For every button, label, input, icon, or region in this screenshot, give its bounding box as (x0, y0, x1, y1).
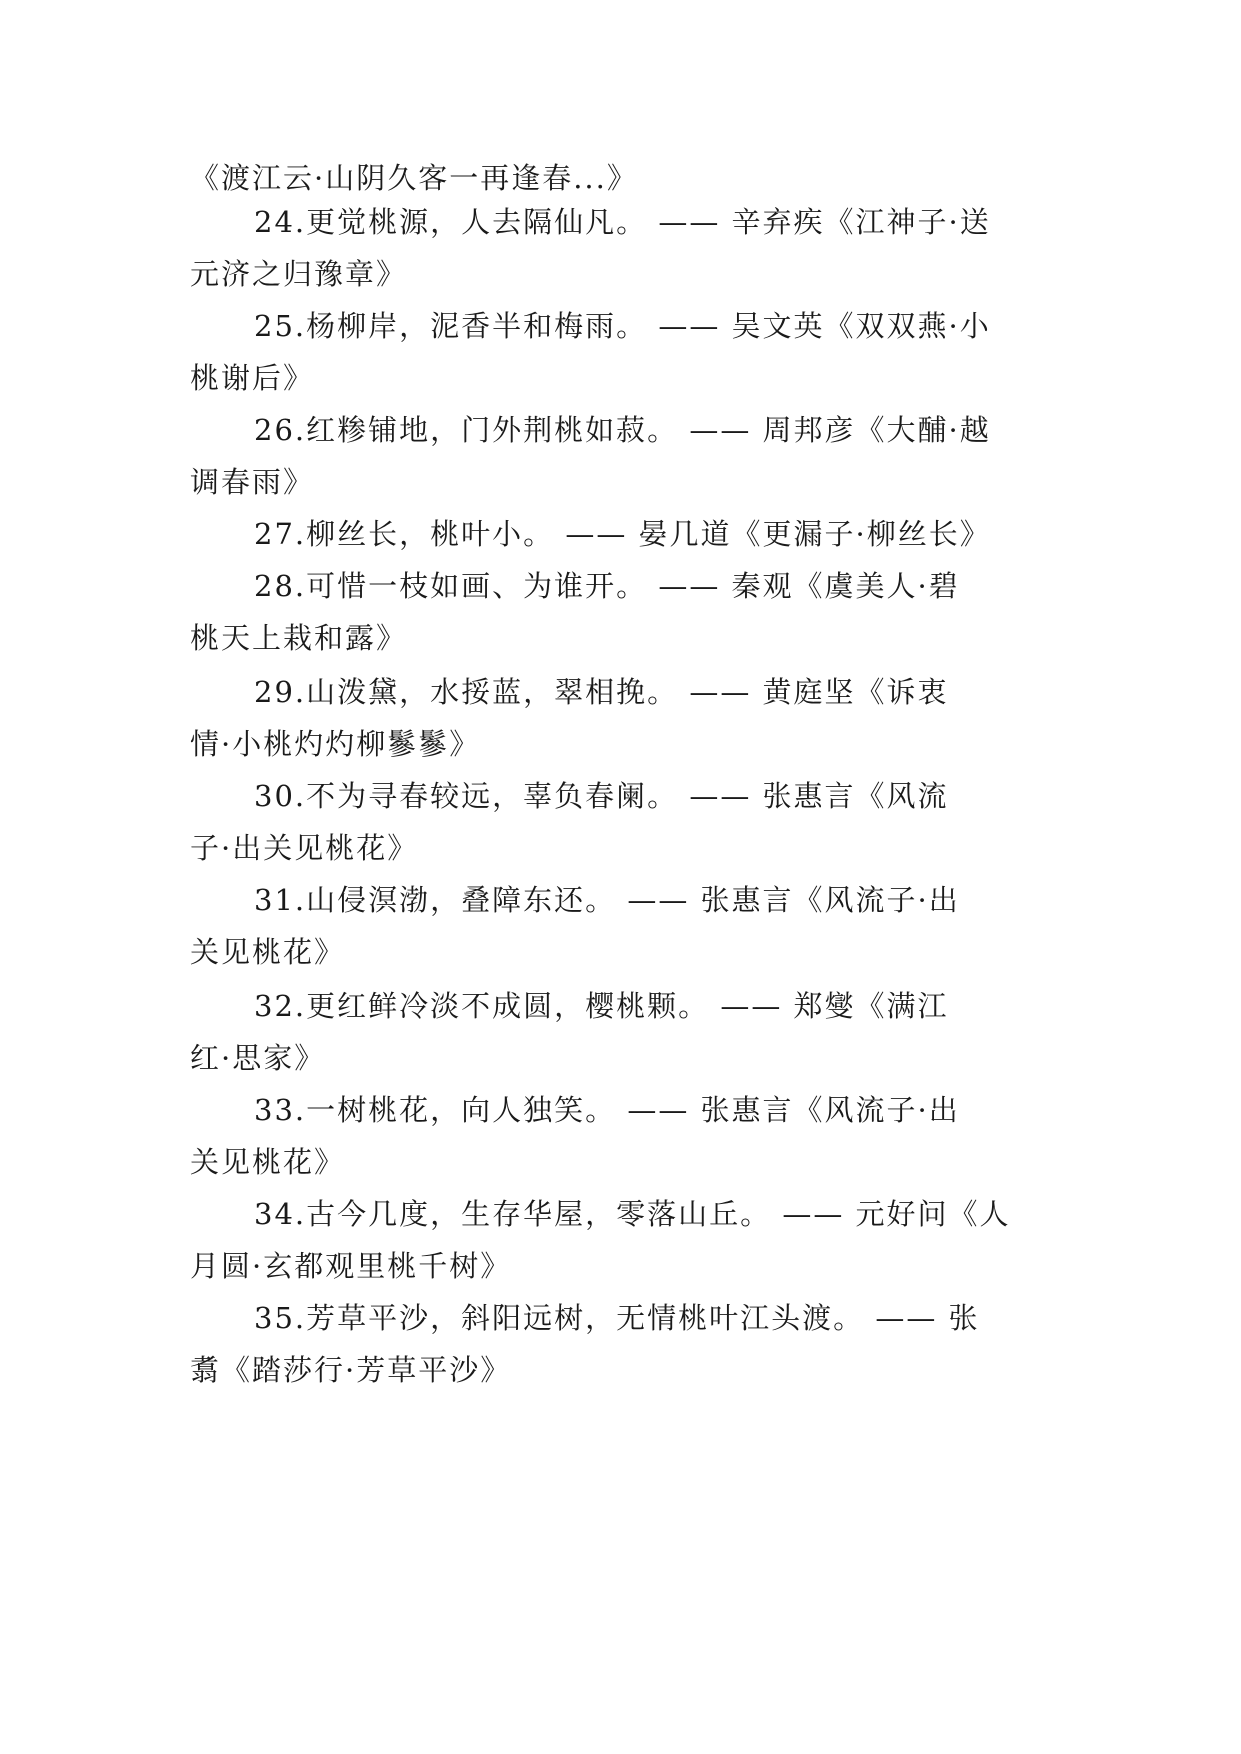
text-line: 翥《踏莎行·芳草平沙》 (190, 1353, 512, 1387)
text-line: 月圆·玄都观里桃千树》 (190, 1249, 512, 1283)
text-line: 子·出关见桃花》 (190, 831, 419, 865)
text-line: 29.山泼黛，水挼蓝，翠相挽。 —— 黄庭坚《诉衷 (254, 675, 949, 709)
text-line: 关见桃花》 (190, 1145, 346, 1179)
text-line: 31.山侵溟渤，叠障东还。 —— 张惠言《风流子·出 (254, 883, 960, 917)
text-line: 关见桃花》 (190, 935, 346, 969)
text-line: 30.不为寻春较远，辜负春阑。 —— 张惠言《风流 (254, 779, 949, 813)
text-line: 调春雨》 (190, 465, 315, 499)
text-line: 24.更觉桃源，人去隔仙凡。 —— 辛弃疾《江神子·送 (254, 205, 991, 239)
text-line: 26.红糁铺地，门外荆桃如菽。 —— 周邦彦《大酺·越 (254, 413, 991, 447)
text-line: 情·小桃灼灼柳鬖鬖》 (190, 727, 481, 761)
text-line: 27.柳丝长，桃叶小。 —— 晏几道《更漏子·柳丝长》 (254, 517, 991, 551)
text-line: 元济之归豫章》 (190, 257, 408, 291)
text-line: 桃谢后》 (190, 361, 315, 395)
text-line: 35.芳草平沙，斜阳远树，无情桃叶江头渡。 —— 张 (254, 1301, 980, 1335)
text-line: 28.可惜一枝如画、为谁开。 —— 秦观《虞美人·碧 (254, 569, 960, 603)
text-line: 25.杨柳岸，泥香半和梅雨。 —— 吴文英《双双燕·小 (254, 309, 991, 343)
text-line: 桃天上栽和露》 (190, 621, 408, 655)
text-line: 红·思家》 (190, 1041, 326, 1075)
text-line: 34.古今几度，生存华屋，零落山丘。 —— 元好问《人 (254, 1197, 1011, 1231)
text-line: 32.更红鲜冷淡不成圆，樱桃颗。 —— 郑燮《满江 (254, 989, 949, 1023)
text-line: 《渡江云·山阴久客一再逢春...》 (190, 161, 638, 195)
text-line: 33.一树桃花，向人独笑。 —— 张惠言《风流子·出 (254, 1093, 960, 1127)
